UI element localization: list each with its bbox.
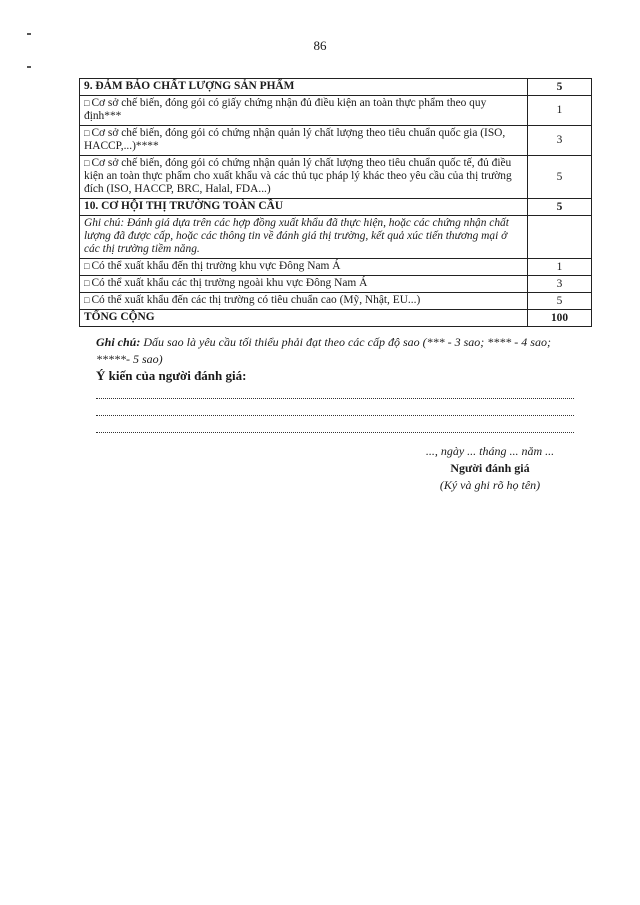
footnote xyxy=(96,334,586,368)
checkbox-icon: □ xyxy=(84,278,90,288)
criterion-score: 5 xyxy=(528,293,592,310)
checkbox-icon: □ xyxy=(84,295,90,305)
criterion-cell xyxy=(80,276,528,293)
criterion-score: 1 xyxy=(528,259,592,276)
total-row xyxy=(80,310,592,327)
table-row xyxy=(80,293,592,310)
criterion-score: 1 xyxy=(528,96,592,126)
signature-hint: (Ký và ghi rõ họ tên) xyxy=(439,478,541,492)
signer-title: Người đánh giá xyxy=(450,461,530,475)
criterion-text: Có thể xuất khẩu các thị trường ngoài khu vực Đông Nam Á xyxy=(91,277,368,289)
criteria-table xyxy=(79,78,592,327)
checkbox-icon: □ xyxy=(84,158,90,168)
page-number: 86 xyxy=(313,38,327,53)
opinion-dotted-line xyxy=(96,415,574,416)
checkbox-icon: □ xyxy=(84,98,90,108)
section-note: Ghi chú: Đánh giá dựa trên các hợp đồng xuất khẩu đã thực hiện, hoặc các chứng nhận chất lượng đã được cấp, hoặc các thông tin về đánh giá thị trường, kết quả xúc tiến thương mại ở các thị trường tiềm năng. xyxy=(80,216,528,259)
criterion-text: Cơ sở chế biến, đóng gói có chứng nhận quản lý chất lượng theo tiêu chuẩn quốc gia (ISO, HACCP,...)**** xyxy=(84,127,506,152)
criterion-cell xyxy=(80,259,528,276)
signature-block xyxy=(380,443,600,494)
criterion-text: Cơ sở chế biến, đóng gói có giấy chứng nhận đủ điều kiện an toàn thực phẩm theo quy định*** xyxy=(84,97,487,122)
empty-score-cell xyxy=(528,216,592,259)
section-heading-row xyxy=(80,199,592,216)
table-row xyxy=(80,96,592,126)
table-row xyxy=(80,276,592,293)
criterion-score: 3 xyxy=(528,126,592,156)
total-label: TỔNG CỘNG xyxy=(80,310,528,327)
total-score: 100 xyxy=(528,310,592,327)
signature-date-line: ..., ngày ... tháng ... năm ... xyxy=(425,444,555,458)
opinion-dotted-line xyxy=(96,432,574,433)
criterion-cell xyxy=(80,293,528,310)
criterion-cell xyxy=(80,96,528,126)
section-max-score: 5 xyxy=(528,79,592,96)
scan-mark xyxy=(27,66,31,68)
section-heading: 9. ĐẢM BẢO CHẤT LƯỢNG SẢN PHẨM xyxy=(80,79,528,96)
criterion-text: Có thể xuất khẩu đến các thị trường có tiêu chuẩn cao (Mỹ, Nhật, EU...) xyxy=(91,294,421,306)
footnote-label: Ghi chú: xyxy=(96,335,141,349)
section-heading-row xyxy=(80,79,592,96)
checkbox-icon: □ xyxy=(84,261,90,271)
criterion-score: 5 xyxy=(528,156,592,199)
scan-mark xyxy=(27,33,31,35)
criterion-score: 3 xyxy=(528,276,592,293)
section-max-score: 5 xyxy=(528,199,592,216)
criterion-cell xyxy=(80,156,528,199)
footnote-text: Dấu sao là yêu cầu tối thiểu phải đạt theo các cấp độ sao (*** - 3 sao; **** - 4 sao; *****- 5 sao) xyxy=(96,335,551,366)
table-row xyxy=(80,259,592,276)
opinion-title: Ý kiến của người đánh giá: xyxy=(96,368,247,383)
criterion-text: Cơ sở chế biến, đóng gói có chứng nhận quản lý chất lượng theo tiêu chuẩn quốc tế, đủ điều kiện an toàn thực phẩm cho xuất khẩu và các thủ tục pháp lý khác theo yêu cầu của thị trường đích (ISO, HACCP, BRC, Halal, FDA...) xyxy=(84,157,512,195)
criterion-cell xyxy=(80,126,528,156)
table-row xyxy=(80,216,592,259)
checkbox-icon: □ xyxy=(84,128,90,138)
table-row xyxy=(80,156,592,199)
table-row xyxy=(80,126,592,156)
opinion-dotted-line xyxy=(96,398,574,399)
section-heading: 10. CƠ HỘI THỊ TRƯỜNG TOÀN CẦU xyxy=(80,199,528,216)
criterion-text: Có thể xuất khẩu đến thị trường khu vực Đông Nam Á xyxy=(91,260,341,272)
